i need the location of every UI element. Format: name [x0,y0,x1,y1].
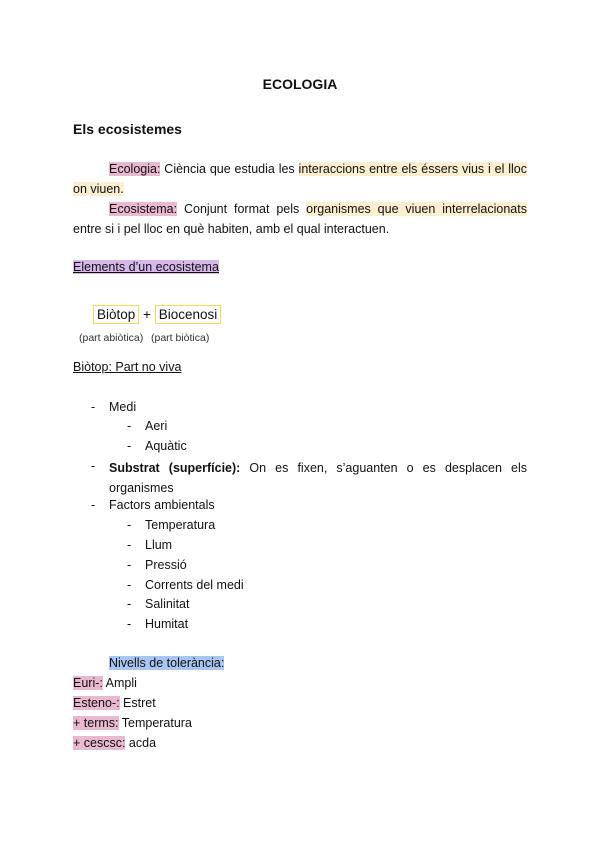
term-ecologia: Ecologia: [109,162,161,176]
abiotic-note: (part abiòtica) [79,332,144,344]
definition-text: Conjunt format pels [177,202,307,216]
definition-ecosistema [73,199,527,239]
list-dash: - [127,439,132,453]
list-dash: - [91,400,96,414]
biotop-box: Biòtop [93,305,139,324]
plus-sign: + [143,307,151,322]
definition-ecologia [73,159,527,199]
list-item-factors: Factors ambientals [109,498,215,512]
list-item: Aquàtic [145,439,187,453]
page-title: ECOLOGIA [262,76,338,92]
list-item: Salinitat [145,597,190,611]
section-heading: Els ecosistemes [73,121,182,137]
tolerance-row: Euri-: Ampli [73,676,137,690]
list-dash: - [127,419,132,433]
list-item: Llum [145,538,173,552]
list-item: Humitat [145,617,189,631]
list-item-medi: Medi [109,400,137,414]
list-dash: - [127,538,132,552]
list-dash: - [127,617,132,631]
biotop-biocenosi-formula [93,305,221,324]
list-item: Corrents del medi [145,578,244,592]
definition-text: Ciència que estudia les [160,162,299,176]
biocenosi-box: Biocenosi [155,305,222,324]
definition-text-cont: entre si i pel lloc en què habiten, amb el qual interactuen. [73,222,390,236]
tolerance-row: + terms: Temperatura [73,716,192,730]
list-item: Pressió [145,558,187,572]
highlighted-text: interaccions entre els éssers vius i el lloc [298,162,527,176]
list-dash: - [127,518,132,532]
tolerance-row: Esteno-: Estret [73,696,156,710]
tolerance-row: + cescsc: acda [73,736,157,750]
list-item: Aeri [145,419,168,433]
list-dash: - [91,459,96,473]
tolerance-heading: Nivells de tolerància: [109,656,225,670]
list-dash: - [127,578,132,592]
highlighted-text: organismes que viuen interrelacionats [306,202,527,216]
list-item: Temperatura [145,518,216,532]
list-dash: - [127,558,132,572]
elements-heading: Elements d’un ecosistema [73,260,219,274]
biotop-heading: Biòtop: Part no viva [73,360,182,374]
highlighted-text-cont: on viuen. [73,182,124,196]
list-dash: - [91,498,96,512]
list-dash: - [127,597,132,611]
list-item-substrat: Substrat (superfície): On es fixen, s’aguanten o es desplacen els organismes [109,461,527,495]
term-ecosistema: Ecosistema: [109,202,178,216]
biotic-note: (part biòtica) [151,332,210,344]
